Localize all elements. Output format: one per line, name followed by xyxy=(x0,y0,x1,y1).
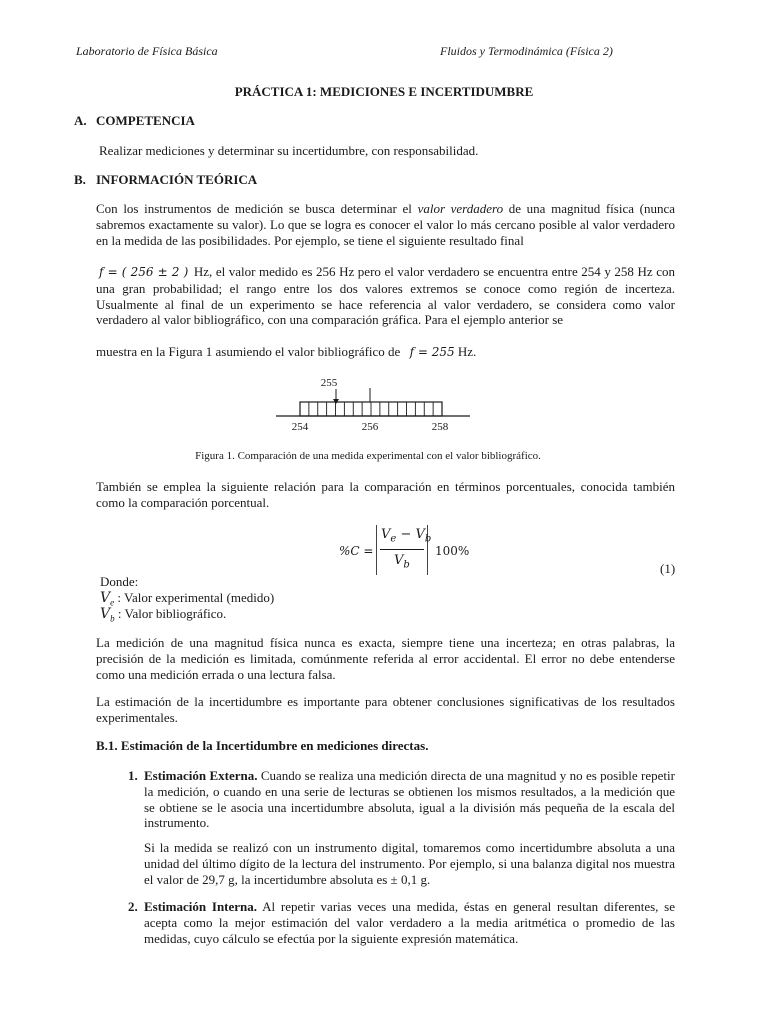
vb-symbol: V xyxy=(100,606,111,622)
formula-f-255: f = 255 xyxy=(409,345,455,359)
tick-label-256: 256 xyxy=(361,421,379,433)
equation-number: (1) xyxy=(660,561,676,576)
paragraph-percent-comparison: También se emplea la siguiente relación para la comparación en términos porcentuales, conocida también como la comparación porcentual. xyxy=(96,479,675,510)
eq-num-sub-e: e xyxy=(390,533,397,545)
paragraph-uncertainty-importance: La estimación de la incertidumbre es importante para obtener conclusiones significativas de los resultados experimentales. xyxy=(96,694,675,725)
item-2-internal-estimation xyxy=(144,899,675,946)
section-a-heading: COMPETENCIA xyxy=(96,113,195,128)
equation-denominator xyxy=(394,553,410,571)
valor-verdadero-italic: valor verdadero xyxy=(417,201,504,216)
eq-num-sub-b: b xyxy=(424,533,432,545)
paragraph-figure-ref-text: muestra en la Figura 1 asumiendo el valor bibliográfico de xyxy=(96,344,401,359)
tick-label-254: 254 xyxy=(291,421,309,433)
unit-hz: Hz. xyxy=(454,344,477,359)
paragraph-uncertainty-text: Hz, el valor medido es 256 Hz pero el valor verdadero se encuentra entre 254 y 258 Hz con una gran probabilidad; el rango entre los dos valores extremos se conoce como región de incerteza. Usualmente al final de un experimento se hace referencia al valor verdadero, se considera como valor verdadero al valor bibliográfico, con una comparación gráfica. Para el ejemplo anterior se xyxy=(96,264,675,328)
section-b-letter: B. xyxy=(74,172,86,187)
ve-subscript: e xyxy=(110,597,115,608)
ve-symbol: V xyxy=(100,590,111,606)
section-a-letter: A. xyxy=(74,113,87,128)
item-1-external-estimation xyxy=(144,768,675,831)
item-1-number: 1. xyxy=(128,768,138,783)
section-b1-heading: B.1. Estimación de la Incertidumbre en mediciones directas. xyxy=(96,738,429,753)
item-2-text: Al repetir varias veces una medida, éstas en general resultan diferentes, se acepta como la mejor estimación del valor verdadero a la media aritmética o promedio de las medidas, cuyo cálculo se efectúa por la siguiente expresión matemática. xyxy=(144,899,676,946)
donde-label: Donde: xyxy=(100,574,139,589)
equation-numerator xyxy=(381,527,431,545)
page-title: PRÁCTICA 1: MEDICIONES E INCERTIDUMBRE xyxy=(234,84,534,99)
item-1-digital-paragraph: Si la medida se realizó con un instrumento digital, tomaremos como incertidumbre absoluta a una unidad del último dígito de la lectura del instrumento. Por ejemplo, si una balanza digital nos muestra el valor de 29,7 g, la incertidumbre absoluta es ± 0,1 g. xyxy=(144,840,675,887)
vb-subscript: b xyxy=(110,613,115,624)
eq-num-v: V xyxy=(381,527,391,542)
paragraph-intro xyxy=(96,201,675,248)
eq-den-sub-b: b xyxy=(403,559,410,571)
paragraph-intro-text-2: de una magnitud física (nunca sabremos exactamente su valor). Lo que se logra es conocer el valor lo más cercano posible al valor verdadero en la medida de las posibilidades. Por ejemplo, se tiene el siguiente resultado final xyxy=(96,201,676,248)
vb-text: : Valor bibliográfico. xyxy=(114,606,227,621)
eq-num-minus-v: − V xyxy=(396,527,425,542)
scale-ticks xyxy=(300,402,442,416)
item-2-number: 2. xyxy=(128,899,138,914)
paragraph-intro-text-1: Con los instrumentos de medición se busca determinar el xyxy=(96,201,418,216)
item-1-title: Estimación Externa. xyxy=(144,768,258,783)
equation-fraction-bar xyxy=(380,549,424,550)
header-right: Fluidos y Termodinámica (Física 2) xyxy=(440,44,613,58)
section-b-heading: INFORMACIÓN TEÓRICA xyxy=(96,172,258,187)
item-2-title: Estimación Interna. xyxy=(144,899,258,914)
paragraph-measurement-error: La medición de una magnitud física nunca es exacta, siempre tiene una incerteza; en otras palabras, la precisión de la medición es limitada, comúnmente referida al error accidental. El error no debe entenderse como una medición errada o una lectura falsa. xyxy=(96,635,675,682)
ve-text: : Valor experimental (medido) xyxy=(114,590,275,605)
figure-1-scale xyxy=(270,372,480,434)
equation-factor: 100% xyxy=(435,544,470,558)
figure-1-caption: Figura 1. Comparación de una medida experimental con el valor bibliográfico. xyxy=(195,450,541,462)
equation-lhs: %C = xyxy=(339,544,374,558)
paragraph-uncertainty-example xyxy=(96,264,675,328)
figure-label-255: 255 xyxy=(320,377,338,389)
section-a-text: Realizar mediciones y determinar su incertidumbre, con responsabilidad. xyxy=(99,143,479,158)
header-left: Laboratorio de Física Básica xyxy=(76,44,218,58)
eq-den-v: V xyxy=(394,553,404,568)
vb-definition xyxy=(100,606,226,627)
formula-f-256: f = ( 256 ± 2 ) xyxy=(99,265,189,279)
tick-label-258: 258 xyxy=(431,421,449,433)
paragraph-figure-ref xyxy=(96,344,675,361)
item-1-text: Cuando se realiza una medición directa de una magnitud y no es posible repetir la medición, o cuando en una serie de lecturas se obtienen los mismos resultados, a la medición que se obtiene se le asocia una incertidumbre absoluta, igual a la división más pequeña de la escala del instrumento. xyxy=(144,768,675,831)
